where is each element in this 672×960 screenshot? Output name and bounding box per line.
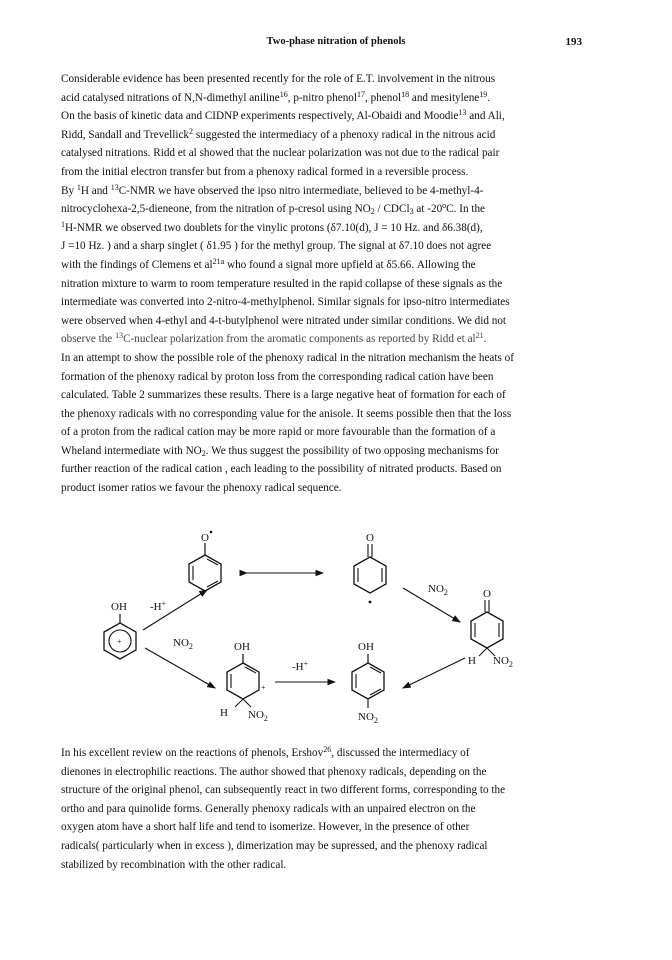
text-run: at -20 [413, 203, 443, 216]
text-line [61, 386, 611, 405]
text-run: Wheland intermediate with NO [61, 444, 202, 457]
text-line [61, 460, 611, 479]
text-run: nitration mixture to warm to room temperature resulted in the rapid collapse of these signals as the [61, 277, 503, 290]
text-run: In an attempt to show the possible role of the phenoxy radical in the nitration mechanism the heats of [61, 351, 514, 364]
cation-oh-label: OH [111, 601, 127, 613]
text-run: structure of the original phenol, can subsequently react in two different forms, corresponding to the [61, 784, 506, 797]
text-run: the phenoxy radicals with no corresponding value for the anisole. It seems possible then that the loss [61, 407, 512, 420]
text-run: suggested the intermediacy of a phenoxy radical in the nitrous acid [193, 128, 496, 141]
text-run: formation of the phenoxy radical by proton loss from the corresponding radical cation have been [61, 370, 494, 383]
text-run: . We thus suggest the possibility of two opposing mechanisms for [205, 444, 499, 457]
product-oh-label: OH [358, 641, 374, 653]
text-run: . [487, 91, 491, 104]
text-line [61, 144, 611, 163]
text-line [61, 423, 611, 442]
text-run: . [483, 333, 487, 346]
text-run: oxygen atom have a short half life and tend to isomerize. However, in the presence of other [61, 821, 470, 834]
text-line [61, 744, 611, 763]
reference-superscript: 19 [479, 89, 488, 99]
reference-superscript: 18 [401, 89, 410, 99]
text-line [61, 856, 611, 875]
text-run: C-NMR we have observed the ipso nitro intermediate, believed to be 4-methyl-4- [118, 184, 484, 197]
arrow-to-wheland [145, 648, 215, 688]
text-run: H-NMR we observed two doublets for the vinylic protons (δ7.10(d), J = 10 Hz. and δ6.38(d), [65, 221, 483, 234]
text-line [61, 182, 611, 201]
text-line [61, 763, 611, 782]
text-line [61, 479, 611, 498]
dienone-oxygen-label: O [366, 532, 374, 544]
text-run: C-nuclear polarization from the aromatic components as reported by Ridd et al [123, 333, 476, 346]
text-run: further reaction of the radical cation , each leading to the possibility of nitrated products. Based on [61, 463, 502, 476]
dienone-radical-structure [354, 532, 386, 603]
text-run: and mesitylene [409, 91, 480, 104]
minus-h-label-b: -H+ [292, 659, 309, 673]
page-number: 193 [565, 36, 582, 48]
cation-charge-label: + [117, 637, 122, 646]
no2-label-c: $NO_2$ [248, 709, 268, 723]
arrow-from-ipso [403, 658, 465, 688]
text-run: radicals( particularly when in excess ), dimerization may be supressed, and the phenoxy radical [61, 839, 488, 852]
chemical-subscript: 3 [409, 207, 414, 217]
text-run: By [61, 184, 77, 197]
paragraph-intro [61, 70, 611, 498]
text-run: H and [80, 184, 111, 197]
reaction-scheme [95, 530, 575, 730]
text-run: who found a signal more upfield at δ5.66. Allowing the [224, 258, 476, 271]
text-line [61, 89, 611, 108]
text-line [61, 107, 611, 126]
text-run: ortho and para quinolide forms. Generally phenoxy radicals with an unpaired electron on the [61, 802, 476, 815]
wheland-h-label: H [220, 707, 228, 719]
no2-label-a: $NO_2$ [428, 583, 448, 597]
text-line [61, 163, 611, 182]
text-run: catalysed nitrations. Ridd et al showed that the nuclear polarization was not due to the radical pair [61, 147, 500, 160]
text-line [61, 312, 611, 331]
no2-label-d: $NO_2$ [358, 711, 378, 725]
radical-cation-structure [104, 601, 136, 659]
reference-superscript: 1 [61, 219, 65, 229]
phenoxy-radical-structure [189, 531, 221, 591]
minus-h-label-a: -H+ [150, 599, 167, 613]
text-run: In his excellent review on the reactions of phenols, Ershov [61, 747, 324, 759]
wheland-intermediate-structure [220, 641, 268, 723]
text-line [61, 275, 611, 294]
running-title: Two-phase nitration of phenols [266, 36, 406, 47]
text-line [61, 126, 611, 145]
no2-label-e: $NO_2$ [493, 655, 513, 669]
reference-superscript: 13 [115, 331, 124, 341]
text-run: , p-nitro phenol [287, 91, 358, 104]
text-run: of a proton from the radical cation may be more rapid or more favourable than the formation of a [61, 426, 496, 439]
text-line [61, 200, 611, 219]
phenoxy-oxygen-label: O [201, 532, 209, 544]
reference-superscript: o [442, 201, 447, 211]
ipso-h-label: H [468, 655, 476, 667]
text-run: , discussed the intermediacy of [331, 747, 470, 759]
text-run: Considerable evidence has been presented recently for the role of E.T. involvement in the nitrous [61, 73, 496, 85]
reference-superscript: 13 [458, 108, 467, 118]
text-run: were observed when 4-ethyl and 4-t-butylphenol were nitrated under similar conditions. We did not [61, 314, 507, 327]
text-run: observe the [61, 333, 116, 346]
text-line [61, 818, 611, 837]
text-run: dienones in electrophilic reactions. The author showed that phenoxy radicals, depending on the [61, 765, 487, 778]
text-run: product isomer ratios we favour the phenoxy radical sequence. [61, 482, 342, 495]
text-line [61, 256, 611, 275]
reference-superscript: 26 [323, 745, 332, 754]
text-run: calculated. Table 2 summarizes these results. There is a large negative heat of formation for each of [61, 389, 506, 402]
wheland-charge-label: + [261, 683, 266, 692]
reference-superscript: 17 [357, 89, 366, 99]
text-line [61, 70, 611, 89]
text-run: stabilized by recombination with the other radical. [61, 858, 287, 871]
chemical-subscript: 2 [201, 448, 206, 458]
text-run: nitrocyclohexa-2,5-dieneone, from the nitration of p-cresol using NO [61, 203, 371, 216]
reference-superscript: 13 [110, 182, 119, 192]
text-run: , phenol [365, 91, 402, 104]
reference-superscript: 21 [475, 331, 484, 341]
text-run: / CDCl [374, 203, 410, 216]
text-line [61, 349, 611, 368]
text-line [61, 293, 611, 312]
text-run: with the findings of Clemens et al [61, 258, 213, 271]
text-line [61, 405, 611, 424]
ipso-intermediate-structure [468, 588, 513, 669]
paragraph-review [61, 744, 611, 874]
text-line [61, 781, 611, 800]
text-run: and Ali, [466, 110, 505, 123]
text-run: J =10 Hz. ) and a sharp singlet ( δ1.95 ) for the methyl group. The signal at δ7.10 does not agree [61, 240, 492, 253]
chemical-subscript: 2 [370, 207, 375, 217]
text-line [61, 368, 611, 387]
no2-label-b: $NO_2$ [173, 637, 193, 651]
text-run: acid catalysed nitrations of N,N-dimethyl aniline [61, 91, 280, 104]
reference-superscript: 2 [189, 126, 194, 136]
reference-superscript: 1 [76, 182, 81, 192]
running-head [0, 36, 672, 52]
text-line [61, 237, 611, 256]
text-run: intermediate was converted into 2-nitro-4-methylphenol. Similar signals for ipso-nitro intermediates [61, 296, 510, 309]
text-line [61, 330, 611, 349]
text-run: C. In the [446, 203, 486, 216]
text-line [61, 800, 611, 819]
ipso-oxygen-label: O [483, 588, 491, 600]
reference-superscript: 16 [279, 89, 288, 99]
text-run: Ridd, Sandall and Trevellick [61, 128, 190, 141]
wheland-oh-label: OH [234, 641, 250, 653]
reference-superscript: 21a [212, 256, 225, 266]
text-run: On the basis of kinetic data and CIDNP experiments respectively, Al-Obaidi and Moodie [61, 110, 459, 123]
text-line [61, 219, 611, 238]
text-line [61, 442, 611, 461]
nitrophenol-product-structure [352, 641, 384, 725]
text-line [61, 837, 611, 856]
text-run: from the initial electron transfer but from a phenoxy radical formed in a reversible process. [61, 165, 469, 178]
